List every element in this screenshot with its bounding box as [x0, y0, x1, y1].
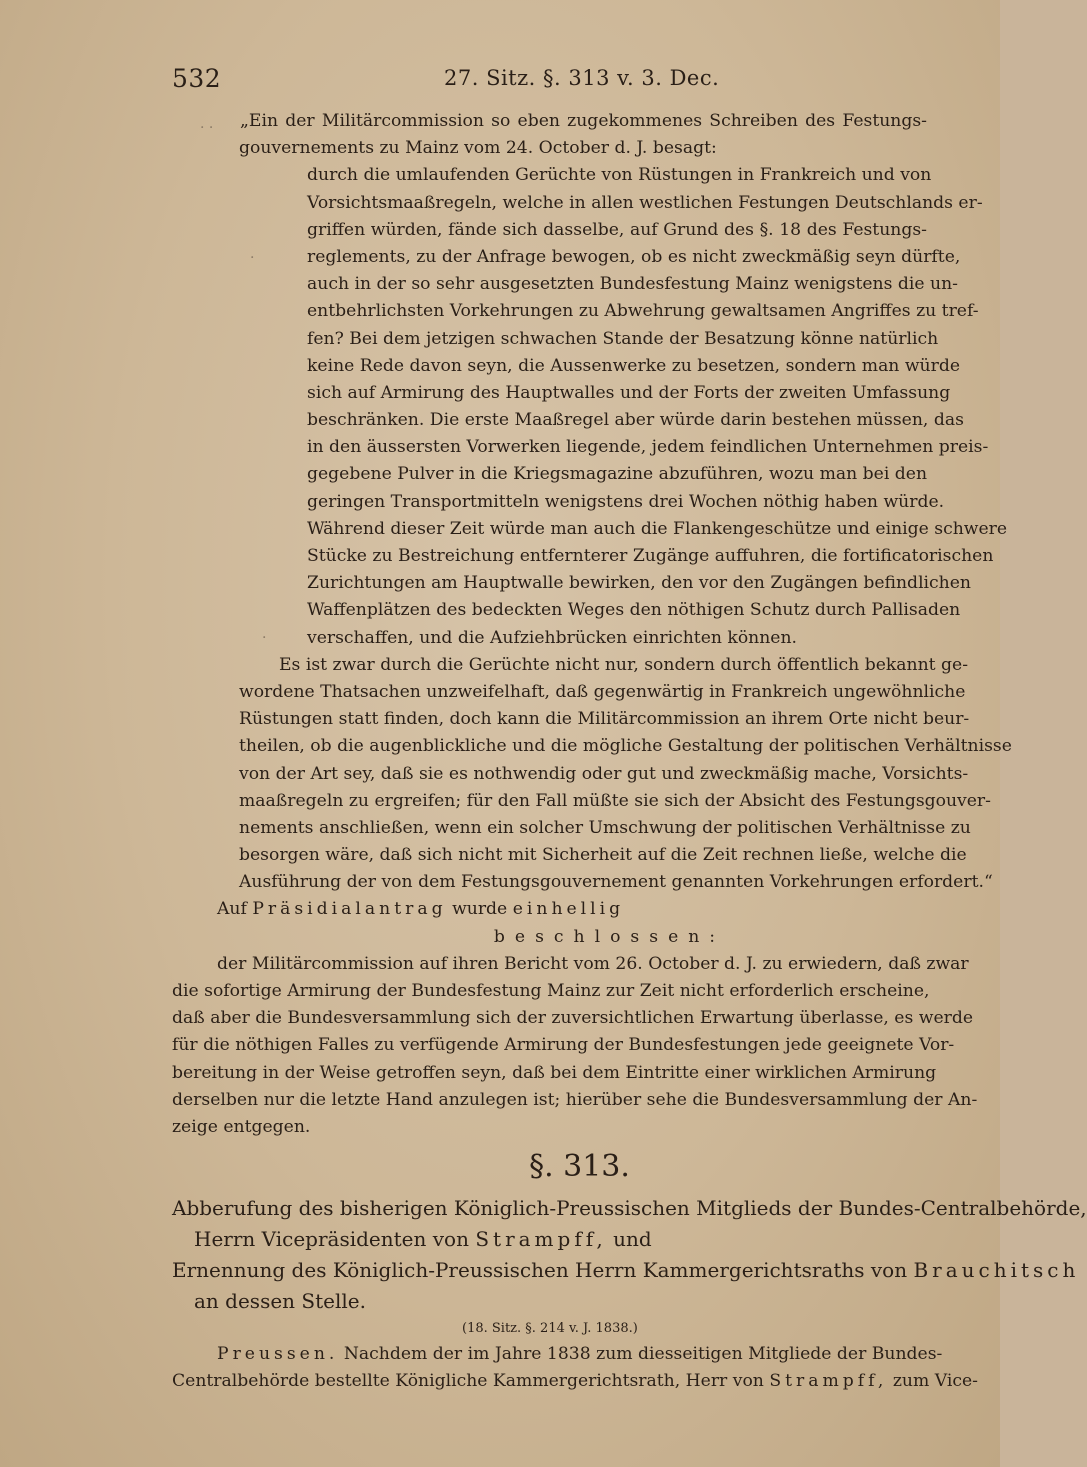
motion-line: [172, 896, 927, 923]
text-line: derselben nur die letzte Hand anzulegen ist; hierüber sehe die Bundesversammlung der An-: [172, 1089, 978, 1110]
text-line: der Militärcommission auf ihren Bericht vom 26. October d. J. zu erwiedern, daß zwar: [217, 953, 969, 974]
text-line: besorgen wäre, daß sich nicht mit Sicherheit auf die Zeit rechnen ließe, welche die: [239, 845, 967, 866]
text-line: „Ein der Militärcommission so eben zugekommenes Schreiben des Festungs-: [240, 111, 927, 131]
title-line: [172, 1255, 1080, 1286]
text-line: Ausführung der von dem Festungsgouvernement genannten Vorkehrungen erfordert.“: [239, 872, 993, 893]
text-line: sich auf Armirung des Hauptwalles und der Forts der zweiten Umfassung: [307, 382, 951, 403]
text-line: Vorsichtsmaaßregeln, welche in allen westlichen Festungen Deutschlands er-: [307, 192, 983, 213]
document-body: [172, 108, 1087, 1396]
line-text: Centralbehörde bestellte Königliche Kammergerichtsrath, Herr von: [172, 1371, 764, 1392]
text-line: Zurichtungen am Hauptwalle bewirken, den vor den Zugängen befindlichen: [307, 573, 971, 594]
text-line: daß aber die Bundesversammlung sich der zuversichtlichen Erwartung überlasse, es werde: [172, 1008, 974, 1029]
speaker-name: Preussen.: [217, 1344, 339, 1365]
motion-presidial: Präsidialantrag: [252, 899, 447, 920]
line-text: Nachdem der im Jahre 1838 zum diesseitigen Mitgliede der Bundes-: [343, 1344, 943, 1365]
cross-reference: (18. Sitz. §. 214 v. J. 1838.): [462, 1321, 638, 1337]
text-line: nements anschließen, wenn ein solcher Umschwung der politischen Verhältnisse zu: [239, 817, 971, 838]
closing-paragraph: [172, 1341, 978, 1395]
text-line: Es ist zwar durch die Gerüchte nicht nur, sondern durch öffentlich bekannt ge-: [279, 654, 969, 675]
text-line: gegebene Pulver in die Kriegsmagazine abzuführen, wozu man bei den: [307, 464, 928, 485]
text-line: [172, 1368, 978, 1395]
line-text: zum Vice-: [892, 1371, 978, 1392]
person-name: Brauchitsch: [913, 1258, 1080, 1283]
text-line: maaßregeln zu ergreifen; für den Fall müßte sie sich der Absicht des Festungsgouver-: [239, 790, 991, 811]
motion-middle: wurde: [452, 899, 508, 920]
text-line: auch in der so sehr ausgesetzten Bundesfestung Mainz wenigstens die un-: [307, 274, 958, 295]
resolution-text: [172, 951, 978, 1141]
person-name: Strampff,: [769, 1371, 888, 1392]
title-text: und: [613, 1227, 652, 1252]
text-line: bereitung in der Weise getroffen seyn, daß bei dem Eintritte einer wirklichen Armirung: [172, 1062, 937, 1083]
text-line: gouvernements zu Mainz vom 24. October d. J. besagt:: [239, 138, 717, 159]
quoted-report: [172, 108, 1008, 652]
title-line: [172, 1224, 927, 1255]
page-number: 532: [172, 64, 222, 93]
title-line: Abberufung des bisherigen Königlich-Preussischen Mitglieds der Bundes-Centralbehörde,: [172, 1196, 1087, 1221]
margin-mark: · ·: [200, 120, 214, 136]
commission-opinion: [172, 652, 1012, 897]
text-line: wordene Thatsachen unzweifelhaft, daß gegenwärtig in Frankreich ungewöhnliche: [239, 681, 966, 702]
text-line: Während dieser Zeit würde man auch die Flankengeschütze und einige schwere: [307, 518, 1008, 539]
text-line: die sofortige Armirung der Bundesfestung Mainz zur Zeit nicht erforderlich erscheine,: [172, 981, 930, 1001]
text-line: theilen, ob die augenblickliche und die mögliche Gestaltung der politischen Verhältnisse: [239, 736, 1012, 757]
title-text: Herrn Vicepräsidenten von: [194, 1227, 469, 1252]
resolved-heading: beschlossen:: [493, 926, 726, 947]
person-name: Strampff,: [475, 1227, 607, 1252]
text-line: Waffenplätzen des bedeckten Weges den nöthigen Schutz durch Pallisaden: [307, 600, 961, 621]
text-line: fen? Bei dem jetzigen schwachen Stande der Besatzung könne natürlich: [307, 328, 939, 349]
text-line: reglements, zu der Anfrage bewogen, ob es nicht zweckmäßig seyn dürfte,: [307, 246, 961, 267]
text-line: in den äussersten Vorwerken liegende, jedem feindlichen Unternehmen preis-: [307, 437, 989, 458]
text-line: für die nöthigen Falles zu verfügende Armirung der Bundesfestungen jede geeignete Vor-: [172, 1035, 955, 1056]
section-number: §. 313.: [529, 1149, 630, 1185]
text-line: entbehrlichsten Vorkehrungen zu Abwehrung gewaltsamen Angriffes zu tref-: [307, 301, 979, 322]
text-line: geringen Transportmitteln wenigstens drei Wochen nöthig haben würde.: [307, 491, 945, 512]
text-line: durch die umlaufenden Gerüchte von Rüstungen in Frankreich und von: [307, 165, 932, 186]
title-text: Ernennung des Königlich-Preussischen Herrn Kammergerichtsraths von: [172, 1258, 908, 1283]
running-head: 27. Sitz. §. 313 v. 3. Dec.: [444, 66, 720, 90]
text-line: von der Art sey, daß sie es nothwendig oder gut und zweckmäßig mache, Vorsichts-: [239, 763, 969, 784]
margin-mark: ·: [262, 630, 267, 646]
section-title: [172, 1193, 1087, 1341]
motion-prefix: Auf: [217, 899, 247, 920]
text-line: beschränken. Die erste Maaßregel aber würde darin bestehen müssen, das: [307, 410, 964, 431]
text-line: keine Rede davon seyn, die Aussenwerke zu besetzen, sondern man würde: [307, 355, 961, 376]
text-line: griffen würden, fände sich dasselbe, auf Grund des §. 18 des Festungs-: [307, 219, 927, 240]
text-line: Rüstungen statt finden, doch kann die Militärcommission an ihrem Orte nicht beur-: [239, 709, 970, 730]
text-line: Stücke zu Bestreichung entfernterer Zugänge auffuhren, die fortificatorischen: [307, 546, 994, 566]
text-line: zeige entgegen.: [172, 1116, 311, 1137]
text-line: [172, 1341, 943, 1368]
text-line: verschaffen, und die Aufziehbrücken einrichten können.: [307, 627, 798, 648]
page-header: [172, 64, 905, 98]
margin-mark: ·: [250, 250, 255, 266]
title-line: an dessen Stelle.: [194, 1289, 366, 1314]
motion-unanimous: einhellig: [512, 899, 625, 920]
